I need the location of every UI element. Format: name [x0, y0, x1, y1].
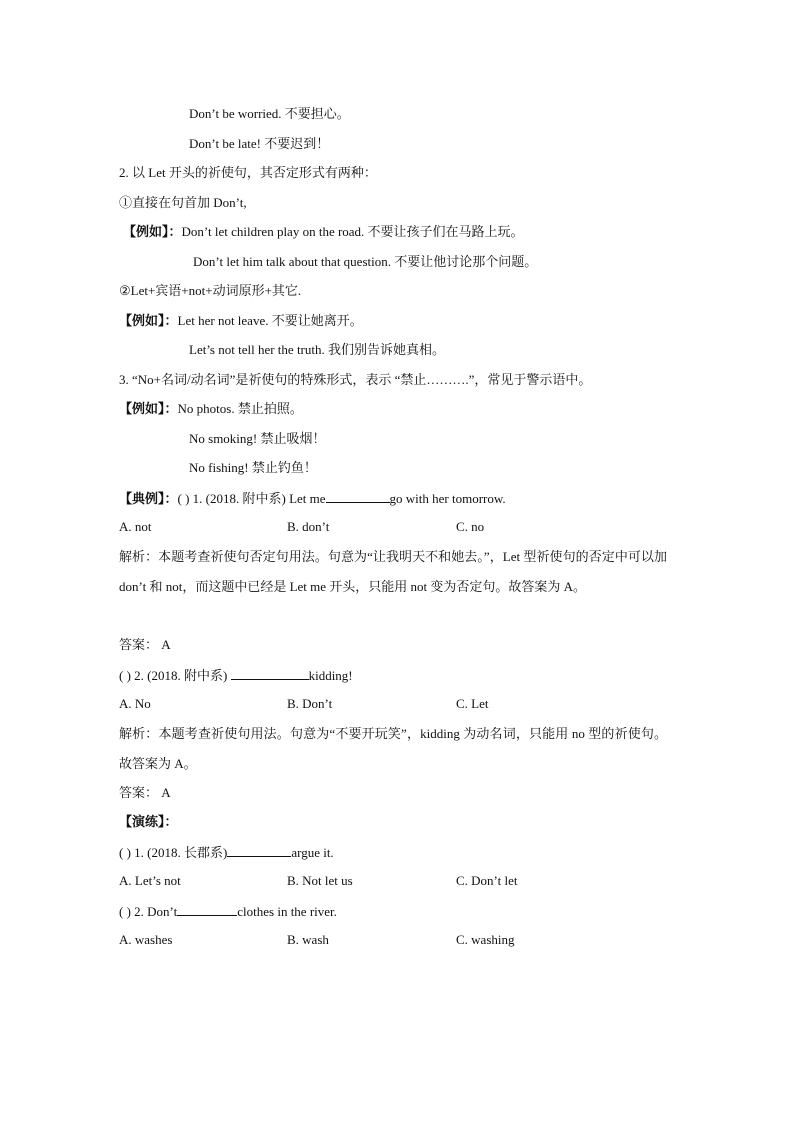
answer-blank — [177, 903, 237, 916]
example-tag: 【例如】： — [119, 313, 178, 328]
option-a: A. not — [119, 519, 152, 534]
example-line — [119, 313, 363, 329]
text-line: Don’t be late! 不要迟到！ — [189, 136, 330, 151]
example-text: No photos. 禁止拍照。 — [177, 401, 303, 416]
example-tag: 【例如】： — [123, 224, 182, 239]
option-b: B. wash — [287, 932, 329, 947]
option-c: C. Don’t let — [456, 873, 518, 888]
question-line: ( ) 1. (2018. 长郡系) argue it. — [119, 845, 334, 860]
section-heading: 2. 以 Let 开头的祈使句，其否定形式有两种： — [119, 165, 377, 180]
answer-blank — [227, 844, 291, 857]
example-text: Let her not leave. 不要让她离开。 — [177, 313, 363, 328]
text-line: No smoking! 禁止吸烟！ — [189, 431, 326, 446]
text-line: Don’t be worried. 不要担心。 — [189, 106, 350, 121]
option-a: A. washes — [119, 932, 173, 947]
question-line: ( ) 2. (2018. 附中系) kidding! — [119, 668, 353, 683]
analysis-text: 解析：本题考查祈使句用法。句意为“不要开玩笑”，kidding 为动名词，只能用 no 型的祈使句。故答案为 A。 — [119, 726, 667, 771]
answer-text: 答案： A — [119, 785, 171, 800]
example-tag: 【典例】： — [119, 491, 178, 506]
practice-tag: 【演练】： — [119, 814, 178, 829]
example-tag: 【例如】： — [119, 401, 178, 416]
option-b: B. don’t — [287, 519, 330, 534]
option-c: C. Let — [456, 696, 489, 711]
question-line: ( ) 2. Don’t clothes in the river. — [119, 904, 337, 919]
answer-blank — [326, 490, 390, 503]
answer-text: 答案： A — [119, 637, 171, 652]
option-b: B. Don’t — [287, 696, 333, 711]
text-line: ②Let+宾语+not+动词原形+其它. — [119, 283, 302, 298]
text-line: Don’t let him talk about that question. 不要让他讨论那个问题。 — [193, 254, 538, 269]
section-heading: 3. “No+名词/动名词”是祈使句的特殊形式，表示 “禁止……….”，常见于警示语中。 — [119, 372, 592, 387]
text-line: Let’s not tell her the truth. 我们别告诉她真相。 — [189, 342, 445, 357]
analysis-text: 解析：本题考查祈使句否定句用法。句意为“让我明天不和她去。”，Let 型祈使句的否定中可以加 don’t 和 not，而这题中已经是 Let me 开头，只能用 not 变为否定句。故答案为 A。 — [119, 549, 667, 594]
answer-blank — [231, 667, 309, 680]
text-line: ①直接在句首加 Don’t, — [119, 195, 247, 210]
option-a: A. No — [119, 696, 151, 711]
question-line: 【典例】：( ) 1. (2018. 附中系) Let me go with her tomorrow. — [119, 491, 506, 506]
option-c: C. washing — [456, 932, 515, 947]
example-line — [123, 224, 524, 240]
option-c: C. no — [456, 519, 485, 534]
example-line — [119, 401, 303, 417]
example-text: Don’t let children play on the road. 不要让孩子们在马路上玩。 — [181, 224, 524, 239]
option-a: A. Let’s not — [119, 873, 181, 888]
text-line: No fishing! 禁止钓鱼！ — [189, 460, 317, 475]
option-b: B. Not let us — [287, 873, 353, 888]
